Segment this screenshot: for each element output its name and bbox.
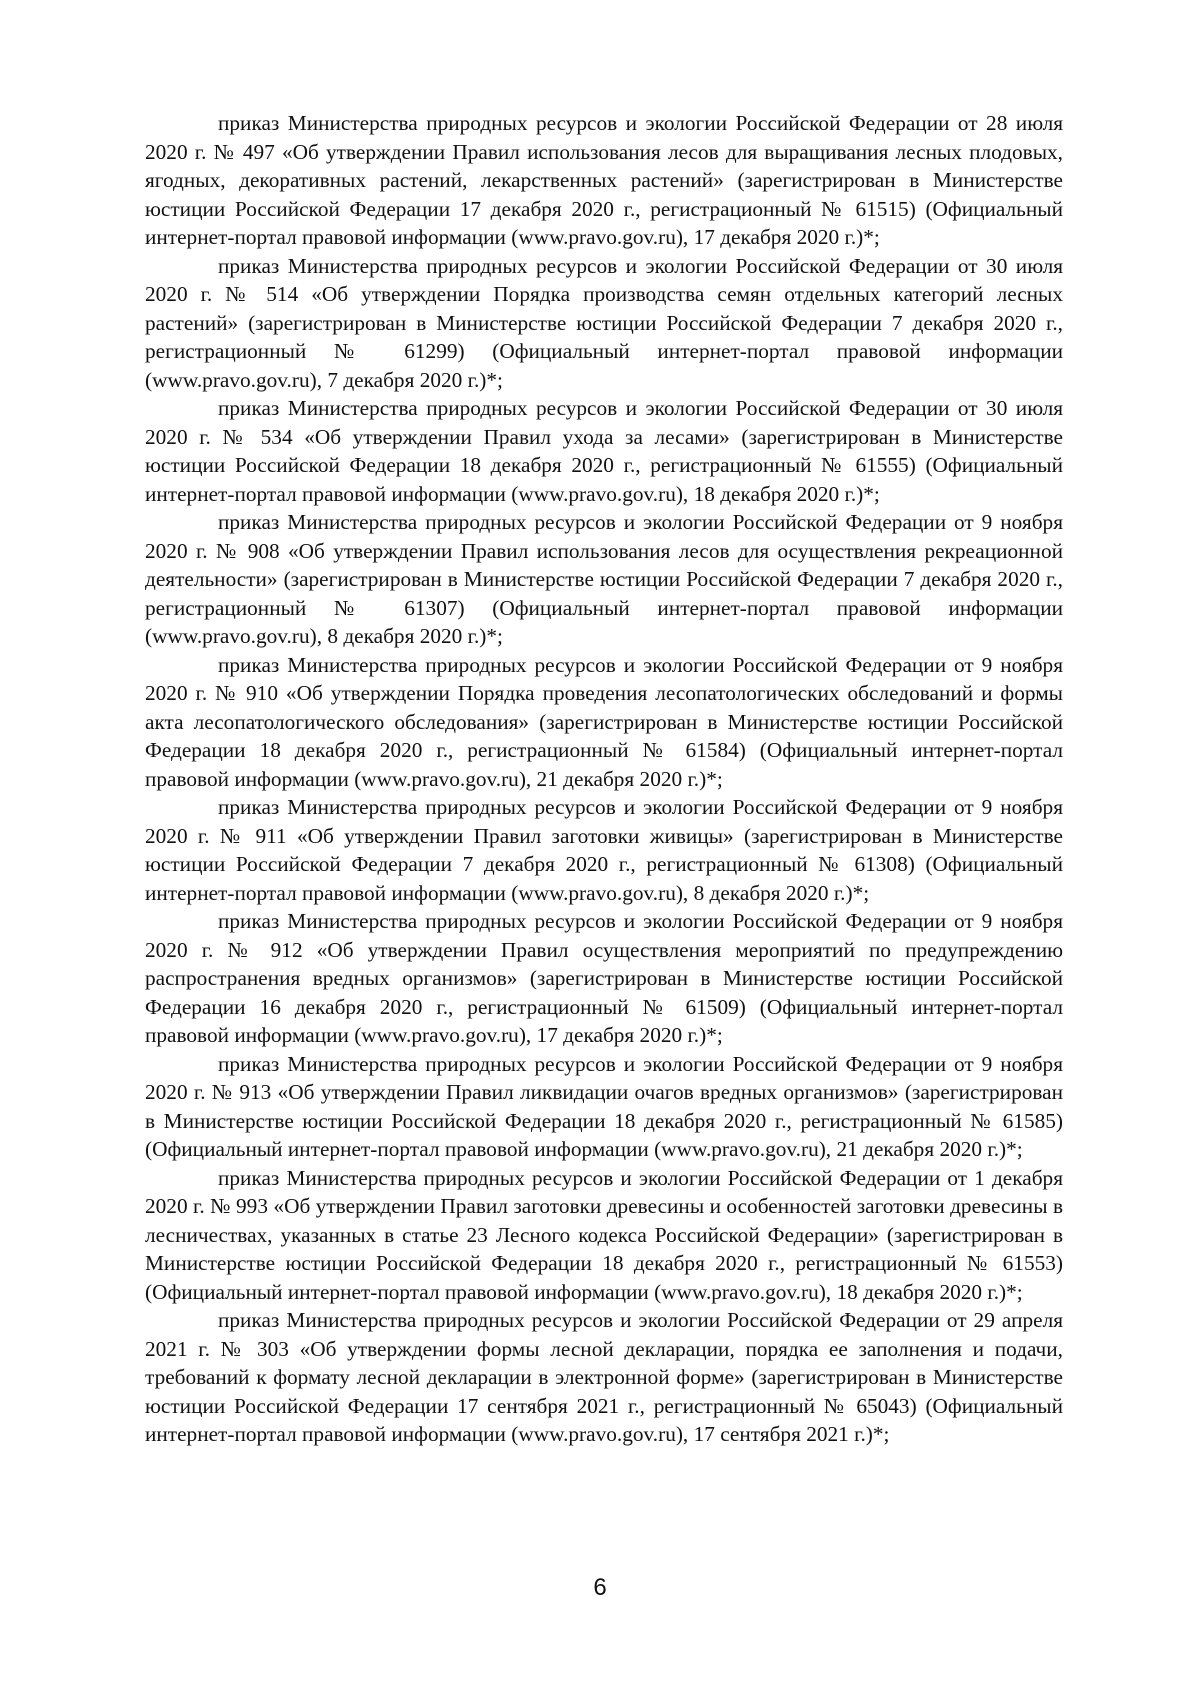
order-paragraph-1: приказ Министерства природных ресурсов и экологии Российской Федерации от 28 июля 2020 г. № 497 «Об утверждении Правил использования лесов для выращивания лесных плодовых, ягодных, декоративных растений, лекарственных растений» (зарегистрирован в Министерстве юстиции Российской Федерации 17 декабря 2020 г., регистрационный № 61515) (Официальный интернет-портал правовой информации (www.pravo.gov.ru), 17 декабря 2020 г.)*; <box>145 111 1063 249</box>
order-paragraph-8: приказ Министерства природных ресурсов и экологии Российской Федерации от 9 ноября 2020 г. № 913 «Об утверждении Правил ликвидации очагов вредных организмов» (зарегистрирован в Министерстве юстиции Российской Федерации 18 декабря 2020 г., регистрационный № 61585) (Официальный интернет-портал правовой информации (www.pravo.gov.ru), 21 декабря 2020 г.)*; <box>145 1051 1063 1161</box>
order-paragraph-5: приказ Министерства природных ресурсов и экологии Российской Федерации от 9 ноября 2020 г. № 910 «Об утверждении Порядка проведения лесопатологических обследований и формы акта лесопатологического обследования» (зарегистрирован в Министерстве юстиции Российской Федерации 18 декабря 2020 г., регистрационный № 61584) (Официальный интернет-портал правовой информации (www.pravo.gov.ru), 21 декабря 2020 г.)*; <box>145 652 1063 791</box>
order-paragraph-3: приказ Министерства природных ресурсов и экологии Российской Федерации от 30 июля 2020 г. № 534 «Об утверждении Правил ухода за лесами» (зарегистрирован в Министерстве юстиции Российской Федерации 18 декабря 2020 г., регистрационный № 61555) (Официальный интернет-портал правовой информации (www.pravo.gov.ru), 18 декабря 2020 г.)*; <box>145 396 1063 506</box>
page-number: 6 <box>593 1574 607 1601</box>
order-paragraph-2: приказ Министерства природных ресурсов и экологии Российской Федерации от 30 июля 2020 г. № 514 «Об утверждении Порядка производства семян отдельных категорий лесных растений» (зарегистрирован в Министерстве юстиции Российской Федерации 7 декабря 2020 г., регистрационный № 61299) (Официальный интернет-портал правовой информации (www.pravo.gov.ru), 7 декабря 2020 г.)*; <box>145 253 1063 392</box>
order-paragraph-10: приказ Министерства природных ресурсов и экологии Российской Федерации от 29 апреля 2021 г. № 303 «Об утверждении формы лесной декларации, порядка ее заполнения и подачи, требований к формату лесной декларации в электронной форме» (зарегистрирован в Министерстве юстиции Российской Федерации 17 сентября 2021 г., регистрационный № 65043) (Официальный интернет-портал правовой информации (www.pravo.gov.ru), 17 сентября 2021 г.)*; <box>145 1308 1063 1446</box>
document-body <box>145 109 1063 1449</box>
order-paragraph-9: приказ Министерства природных ресурсов и экологии Российской Федерации от 1 декабря 2020 г. № 993 «Об утверждении Правил заготовки древесины и особенностей заготовки древесины в лесничествах, указанных в статье 23 Лесного кодекса Российской Федерации» (зарегистрирован в Министерстве юстиции Российской Федерации 18 декабря 2020 г., регистрационный № 61553) (Официальный интернет-портал правовой информации (www.pravo.gov.ru), 18 декабря 2020 г.)*; <box>145 1165 1063 1304</box>
order-paragraph-4: приказ Министерства природных ресурсов и экологии Российской Федерации от 9 ноября 2020 г. № 908 «Об утверждении Правил использования лесов для осуществления рекреационной деятельности» (зарегистрирован в Министерстве юстиции Российской Федерации 7 декабря 2020 г., регистрационный № 61307) (Официальный интернет-портал правовой информации (www.pravo.gov.ru), 8 декабря 2020 г.)*; <box>145 510 1063 648</box>
order-paragraph-6: приказ Министерства природных ресурсов и экологии Российской Федерации от 9 ноября 2020 г. № 911 «Об утверждении Правил заготовки живицы» (зарегистрирован в Министерстве юстиции Российской Федерации 7 декабря 2020 г., регистрационный № 61308) (Официальный интернет-портал правовой информации (www.pravo.gov.ru), 8 декабря 2020 г.)*; <box>145 795 1063 905</box>
order-paragraph-7: приказ Министерства природных ресурсов и экологии Российской Федерации от 9 ноября 2020 г. № 912 «Об утверждении Правил осуществления мероприятий по предупреждению распространения вредных организмов» (зарегистрирован в Министерстве юстиции Российской Федерации 16 декабря 2020 г., регистрационный № 61509) (Официальный интернет-портал правовой информации (www.pravo.gov.ru), 17 декабря 2020 г.)*; <box>145 909 1063 1047</box>
